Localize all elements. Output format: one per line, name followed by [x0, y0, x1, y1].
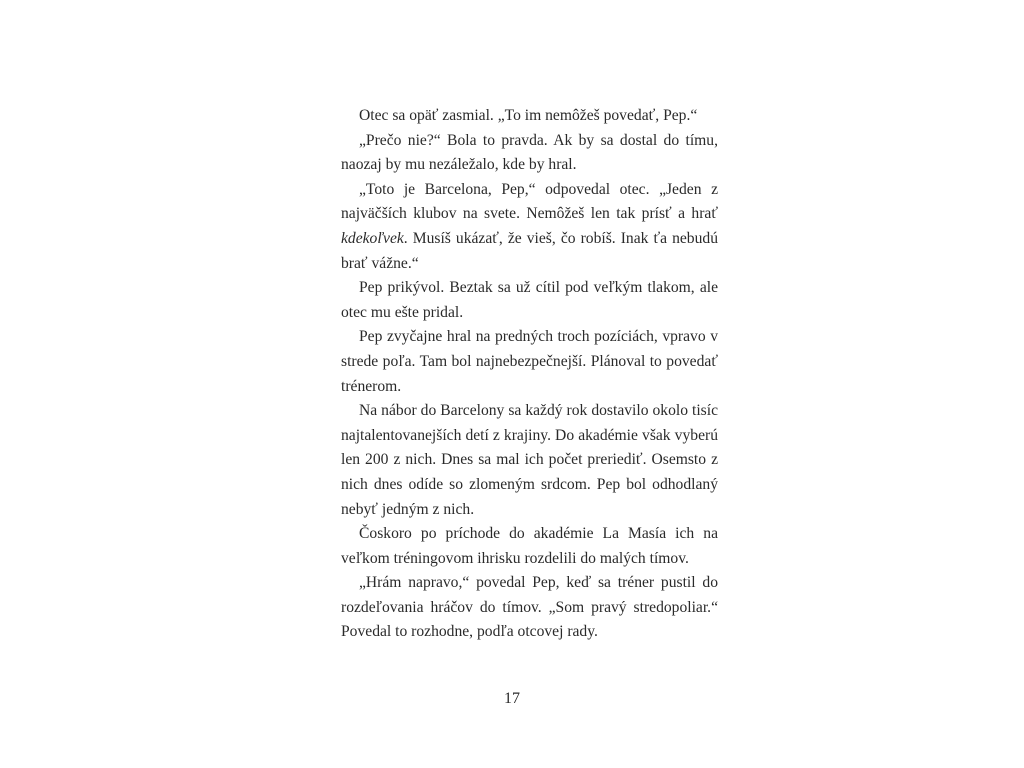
- paragraph: „Toto je Barcelona, Pep,“ odpovedal otec. „Jeden z najväčších klubov na svete. Nemôžeš len tak prísť a hrať kdekoľvek. Musíš ukázať, že vieš, čo robíš. Inak ťa nebudú brať vážne.“: [341, 180, 718, 272]
- body-text: [341, 104, 718, 645]
- paragraph: „Hrám napravo,“ povedal Pep, keď sa tréner pustil do rozdeľovania hráčov do tímov. „Som pravý stredopoliar.“ Povedal to rozhodne, podľa otcovej rady.: [341, 574, 718, 641]
- paragraph: Otec sa opäť zasmial. „To im nemôžeš povedať, Pep.“: [359, 107, 698, 124]
- paragraph: Čoskoro po príchode do akadémie La Masía ich na veľkom tréningovom ihrisku rozdelili do malých tímov.: [341, 525, 718, 567]
- paragraph: Na nábor do Barcelony sa každý rok dostavilo okolo tisíc najtalentovanejších detí z krajiny. Do akadémie však vyberú len 200 z nich. Dnes sa mal ich počet preriediť. Osemsto z nich dnes odíde so zlomeným srdcom. Pep bol odhodlaný nebyť jedným z nich.: [341, 402, 718, 518]
- paragraph: Pep prikývol. Beztak sa už cítil pod veľkým tlakom, ale otec mu ešte pridal.: [341, 279, 718, 321]
- paragraph: Pep zvyčajne hral na predných troch pozíciách, vpravo v strede poľa. Tam bol najnebezpečnejší. Plánoval to povedať trénerom.: [341, 328, 718, 395]
- page-number: 17: [504, 690, 520, 707]
- emphasized-word: kdekoľvek: [341, 229, 404, 247]
- paragraph: „Prečo nie?“ Bola to pravda. Ak by sa dostal do tímu, naozaj by mu nezáležalo, kde by hral.: [341, 131, 718, 174]
